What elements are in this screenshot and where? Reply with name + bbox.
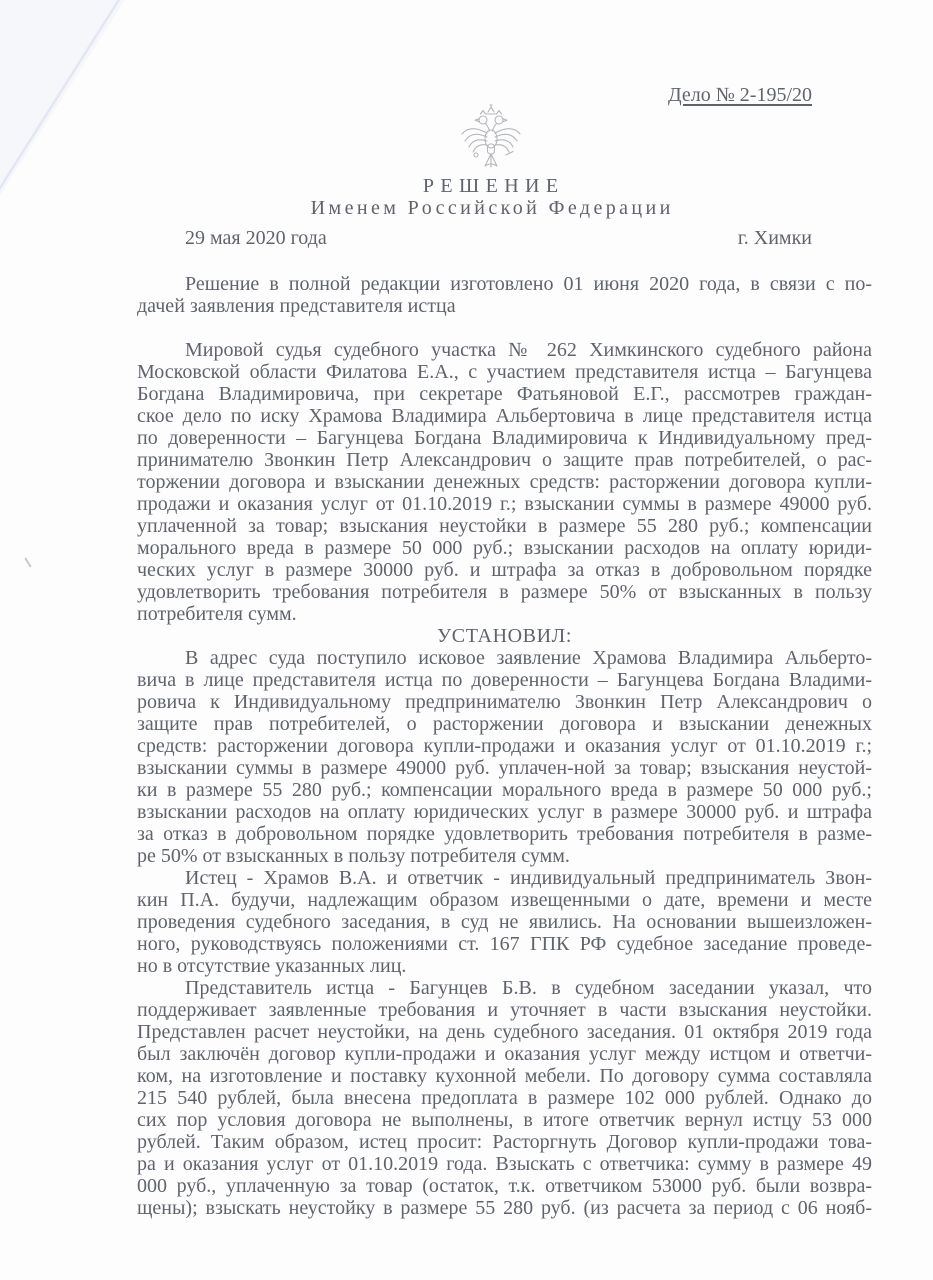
document-line: морального вреда в размере 50 000 руб.; взыскании расходов на оплату юриди-	[137, 537, 872, 559]
document-line: Истец - Храмов В.А. и ответчик - индивидуальный предприниматель Звон-	[185, 867, 872, 889]
document-line: ра и оказания услуг от 01.10.2019 года. Взыскать с ответчика: сумму в размере 49	[137, 1153, 872, 1175]
document-subtitle: Именем Российской Федерации	[310, 197, 674, 219]
document-line: Мировой судья судебного участка № 262 Химкинского судебного района	[185, 339, 872, 361]
decision-date: 29 мая 2020 года	[185, 227, 327, 249]
document-line: рублей. Таким образом, истец просит: Расторгнуть Договор купли-продажи това-	[137, 1131, 872, 1153]
section-heading: УСТАНОВИЛ:	[437, 625, 572, 647]
paragraph	[137, 867, 872, 977]
document-line: вича в лице представителя истца по доверенности – Багунцева Богдана Владими-	[137, 669, 872, 691]
document-line: потребителя сумм.	[137, 603, 297, 625]
document-line: Богдана Владимировича, при секретаре Фатьяновой Е.Г., рассмотрев граждан-	[137, 383, 872, 405]
date-place-row	[137, 227, 872, 249]
document-line: уплаченной за товар; взыскания неустойки в размере 55 280 руб.; компенсации	[137, 515, 872, 537]
document-line: щены); взыскать неустойку в размере 55 280 руб. (из расчета за период с 06 нояб-	[137, 1197, 872, 1219]
paragraph	[137, 647, 872, 867]
paragraph	[137, 339, 872, 625]
document-line: дачей заявления представителя истца	[137, 295, 456, 317]
document-line: за отказ в добровольном порядке удовлетворить требования потребителя в разме-	[137, 823, 872, 845]
document-line: поддерживает заявленные требования и уточняет в части взыскания неустойки.	[137, 999, 872, 1021]
document-line: ское дело по иску Храмова Владимира Альбертовича в лице представителя истца	[137, 405, 872, 427]
document-line: был заключён договор купли-продажи и оказания услуг между истцом и ответчи-	[137, 1043, 872, 1065]
document-line: 000 руб., уплаченную за товар (остаток, т.к. ответчиком 53000 руб. были возвра-	[137, 1175, 872, 1197]
case-number-text: Дело № 2-195/20	[667, 84, 812, 106]
document-line: ки в размере 55 280 руб.; компенсации морального вреда в размере 50 000 руб.;	[137, 779, 872, 801]
document-line: защите прав потребителей, о расторжении договора и взыскании денежных	[137, 713, 872, 735]
document-line: сих пор условия договора не выполнены, в итоге ответчик вернул истцу 53 000	[137, 1109, 872, 1131]
document-line: ре 50% от взысканных в пользу потребителя сумм.	[137, 845, 570, 867]
document-line: кин П.А. будучи, надлежащим образом извещенными о дате, времени и месте	[137, 889, 872, 911]
document-line: средств: расторжении договора купли-продажи и оказания услуг от 01.10.2019 г.;	[137, 735, 872, 757]
document-line: ком, на изготовление и поставку кухонной мебели. По договору сумма составляла	[137, 1065, 872, 1087]
scan-pen-mark	[24, 557, 32, 567]
document-line: проведения судебного заседания, в суд не явились. На основании вышеизложен-	[137, 911, 872, 933]
document-line: 215 540 рублей, была внесена предоплата в размере 102 000 рублей. Однако до	[137, 1087, 872, 1109]
document-line: ного, руководствуясь положениями ст. 167 ГПК РФ судебное заседание проведе-	[137, 933, 872, 955]
paragraph	[137, 273, 872, 317]
document-body	[137, 273, 872, 1219]
document-line: Представитель истца - Багунцев Б.В. в судебном заседании указал, что	[185, 977, 872, 999]
document-line: ровича к Индивидуальному предпринимателю Звонкин Петр Александрович о	[137, 691, 872, 713]
document-line: но в отсутствие указанных лиц.	[137, 955, 407, 977]
document-line: принимателю Звонкин Петр Александрович о защите прав потребителей, о рас-	[137, 449, 872, 471]
decision-place: г. Химки	[737, 227, 812, 249]
document-line: Представлен расчет неустойки, на день судебного заседания. 01 октября 2019 года	[137, 1021, 872, 1043]
case-number	[0, 0, 812, 106]
document-title: РЕШЕНИЕ	[422, 175, 565, 197]
document-line: взыскании расходов на оплату юридических услуг в размере 30000 руб. и штрафа	[137, 801, 872, 823]
document-line: взыскании суммы в размере 49000 руб. уплачен-ной за товар; взыскания неустой-	[137, 757, 872, 779]
document-header	[48, 103, 933, 219]
russia-coat-of-arms-icon	[48, 103, 933, 173]
document-line: В адрес суда поступило исковое заявление Храмова Владимира Альберто-	[185, 647, 872, 669]
paragraph	[137, 977, 872, 1219]
document-line: Решение в полной редакции изготовлено 01 июня 2020 года, в связи с по-	[185, 273, 872, 295]
document-line: торжении договора и взыскании денежных средств: расторжении договора купли-	[137, 471, 872, 493]
document-line: удовлетворить требования потребителя в размере 50% от взысканных в пользу	[137, 581, 872, 603]
document-line: ческих услуг в размере 30000 руб. и штрафа за отказ в добровольном порядке	[137, 559, 872, 581]
document-line: по доверенности – Багунцева Богдана Владимировича к Индивидуальному пред-	[137, 427, 872, 449]
document-line: продажи и оказания услуг от 01.10.2019 г.; взыскании суммы в размере 49000 руб.	[137, 493, 872, 515]
document-line: Московской области Филатова Е.А., с участием представителя истца – Багунцева	[137, 361, 872, 383]
